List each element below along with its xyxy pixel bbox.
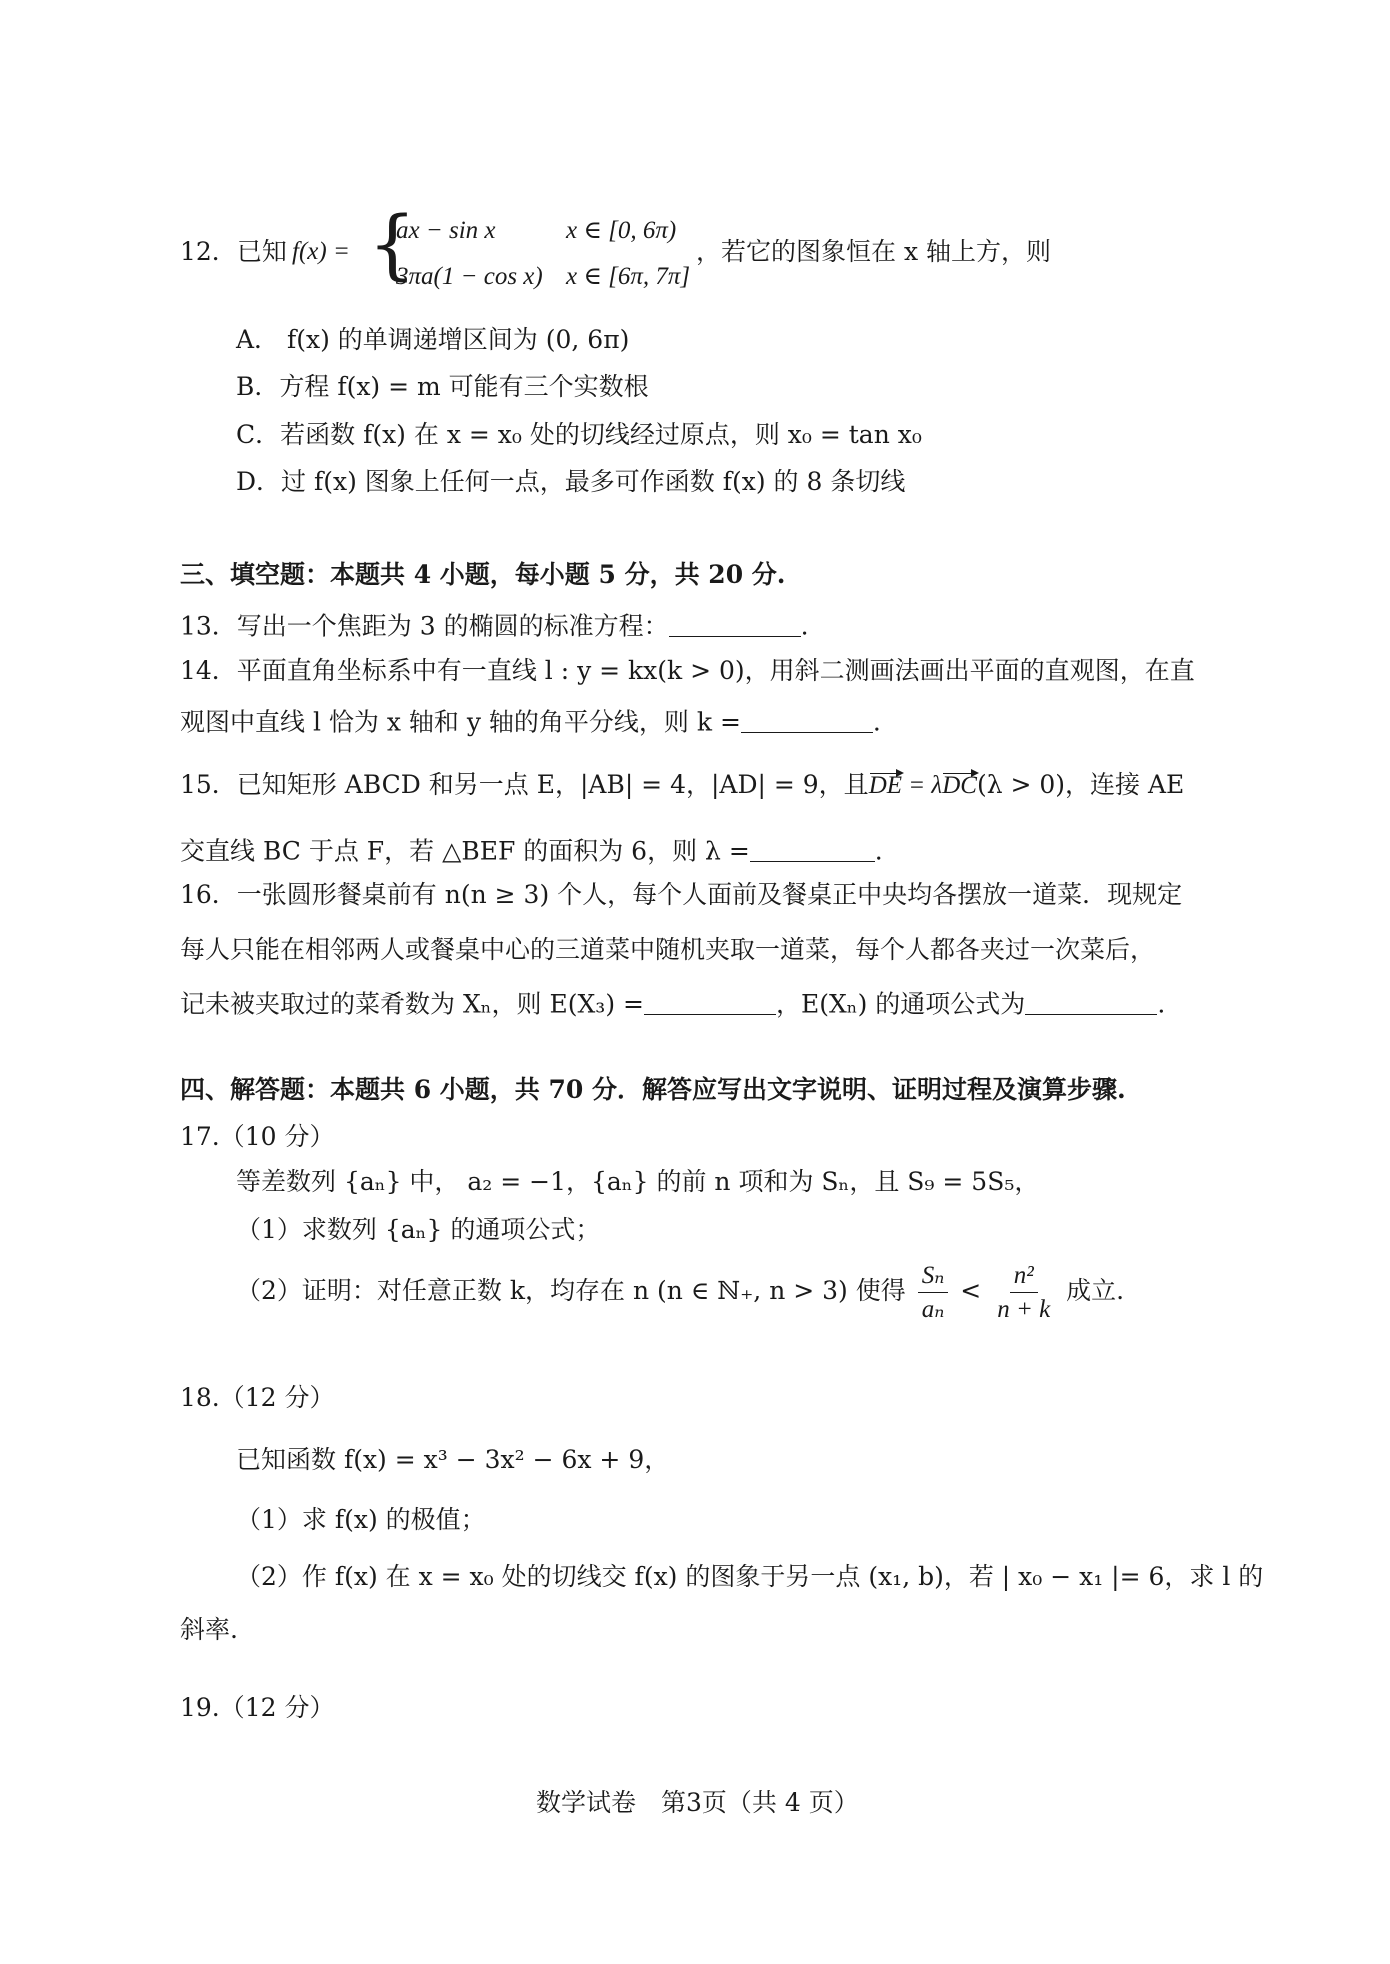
q13 [180, 610, 809, 641]
q18-head: 18.（12 分） [180, 1383, 335, 1412]
q16-blank-1 [644, 988, 776, 1015]
q16-line1: 16．一张圆形餐桌前有 n(n ≥ 3) 个人，每个人面前及餐桌正中央均各摆放一道菜．现规定 [180, 880, 1183, 909]
frac1-denominator: aₙ [921, 1295, 945, 1323]
q14-blank [741, 706, 873, 733]
section-4-heading: 四、解答题：本题共 6 小题，共 70 分．解答应写出文字说明、证明过程及演算步骤. [180, 1075, 1126, 1104]
q12-option-d: D．过 f(x) 图象上任何一点，最多可作函数 f(x) 的 8 条切线 [236, 467, 906, 496]
page-footer: 数学试卷 第3页（共 4 页） [536, 1788, 859, 1817]
q12-option-a: A． f(x) 的单调递增区间为 (0, 6π) [236, 325, 630, 354]
q12-tail: ，若它的图象恒在 x 轴上方，则 [696, 237, 1051, 266]
q16-line2: 每人只能在相邻两人或餐桌中心的三道菜中随机夹取一道菜，每个人都各夹过一次菜后， [180, 935, 1156, 964]
q16-blank-2 [1025, 988, 1157, 1015]
q16-line3 [180, 988, 1165, 1019]
vector-dc: DC [942, 772, 977, 799]
q12-option-b: B．方程 f(x) = m 可能有三个实数根 [236, 372, 649, 401]
q15-blank [750, 835, 875, 862]
q12-fx: f(x) = [292, 238, 350, 265]
q12-num: 12． [180, 237, 237, 266]
q18-part2: （2）作 f(x) 在 x = x₀ 处的切线交 f(x) 的图象于另一点 (x₁, b)，若 | x₀ − x₁ |= 6，求 l 的 [236, 1562, 1264, 1591]
q14-line1: 14．平面直角坐标系中有一直线 l : y = kx(k > 0)，用斜二测画法画出平面的直观图，在直 [180, 656, 1195, 685]
q19-head: 19.（12 分） [180, 1693, 335, 1722]
q17-head: 17.（10 分） [180, 1122, 335, 1151]
q12-case2-domain: x ∈ [6π, 7π] [566, 263, 691, 290]
q12-number [180, 237, 287, 267]
frac1-numerator: Sₙ [918, 1262, 949, 1293]
frac2-numerator: n² [1010, 1262, 1038, 1293]
q12-case1-domain: x ∈ [0, 6π) [566, 217, 677, 244]
less-than: < [960, 1276, 982, 1305]
q17-part1: （1）求数列 {aₙ} 的通项公式； [236, 1215, 601, 1244]
q13-text: 13．写出一个焦距为 3 的椭圆的标准方程： [180, 611, 669, 641]
q15-part1: 15．已知矩形 ABCD 和另一点 E，|AB| = 4，|AD| = 9，且 [180, 770, 869, 799]
q15-line1 [180, 770, 1184, 801]
q15-line2-text: 交直线 BC 于点 F，若 △BEF 的面积为 6，则 λ = [180, 836, 750, 866]
q15-part2: (λ > 0)，连接 AE [976, 770, 1185, 799]
q12-case1-expr: ax − sin x [396, 217, 496, 244]
q17-part2-end: 成立. [1066, 1276, 1125, 1305]
q16-line3a: 记未被夹取过的菜肴数为 Xₙ，则 E(X₃) = [180, 989, 644, 1019]
q12-brace: { [368, 199, 417, 288]
q17-stem: 等差数列 {aₙ} 中， a₂ = −1，{aₙ} 的前 n 项和为 Sₙ，且 S₉ = 5S₅， [236, 1167, 1040, 1196]
q13-blank [669, 610, 801, 637]
q15-line2 [180, 835, 883, 866]
fraction-n2-over-nk [993, 1262, 1054, 1323]
q18-part2-cont: 斜率. [180, 1615, 238, 1644]
q12-case2-expr: 3πa(1 − cos x) [396, 263, 543, 290]
q13-end: . [800, 611, 809, 641]
q18-part1: （1）求 f(x) 的极值； [236, 1505, 486, 1534]
q15-eq: = λ [902, 772, 943, 799]
vector-de: DE [868, 772, 903, 799]
q12-intro: 已知 [236, 237, 287, 266]
frac2-denominator: n + k [997, 1295, 1051, 1323]
q16-end: . [1157, 989, 1166, 1019]
q15-end: . [874, 836, 883, 866]
q17-part2 [236, 1262, 1124, 1323]
section-3-heading: 三、填空题：本题共 4 小题，每小题 5 分，共 20 分. [180, 560, 786, 589]
q14-end: . [872, 707, 881, 737]
q14-line2-text: 观图中直线 l 恰为 x 轴和 y 轴的角平分线，则 k = [180, 707, 741, 737]
q14-line2 [180, 706, 881, 737]
q17-part2-text: （2）证明：对任意正数 k，均存在 n (n ∈ ℕ₊, n > 3) 使得 [236, 1276, 906, 1305]
fraction-sn-over-an [918, 1262, 949, 1323]
q16-line3b: ，E(Xₙ) 的通项公式为 [775, 989, 1026, 1019]
q12-option-c: C．若函数 f(x) 在 x = x₀ 处的切线经过原点，则 x₀ = tan x₀ [236, 420, 922, 449]
q18-stem: 已知函数 f(x) = x³ − 3x² − 6x + 9， [236, 1445, 670, 1474]
